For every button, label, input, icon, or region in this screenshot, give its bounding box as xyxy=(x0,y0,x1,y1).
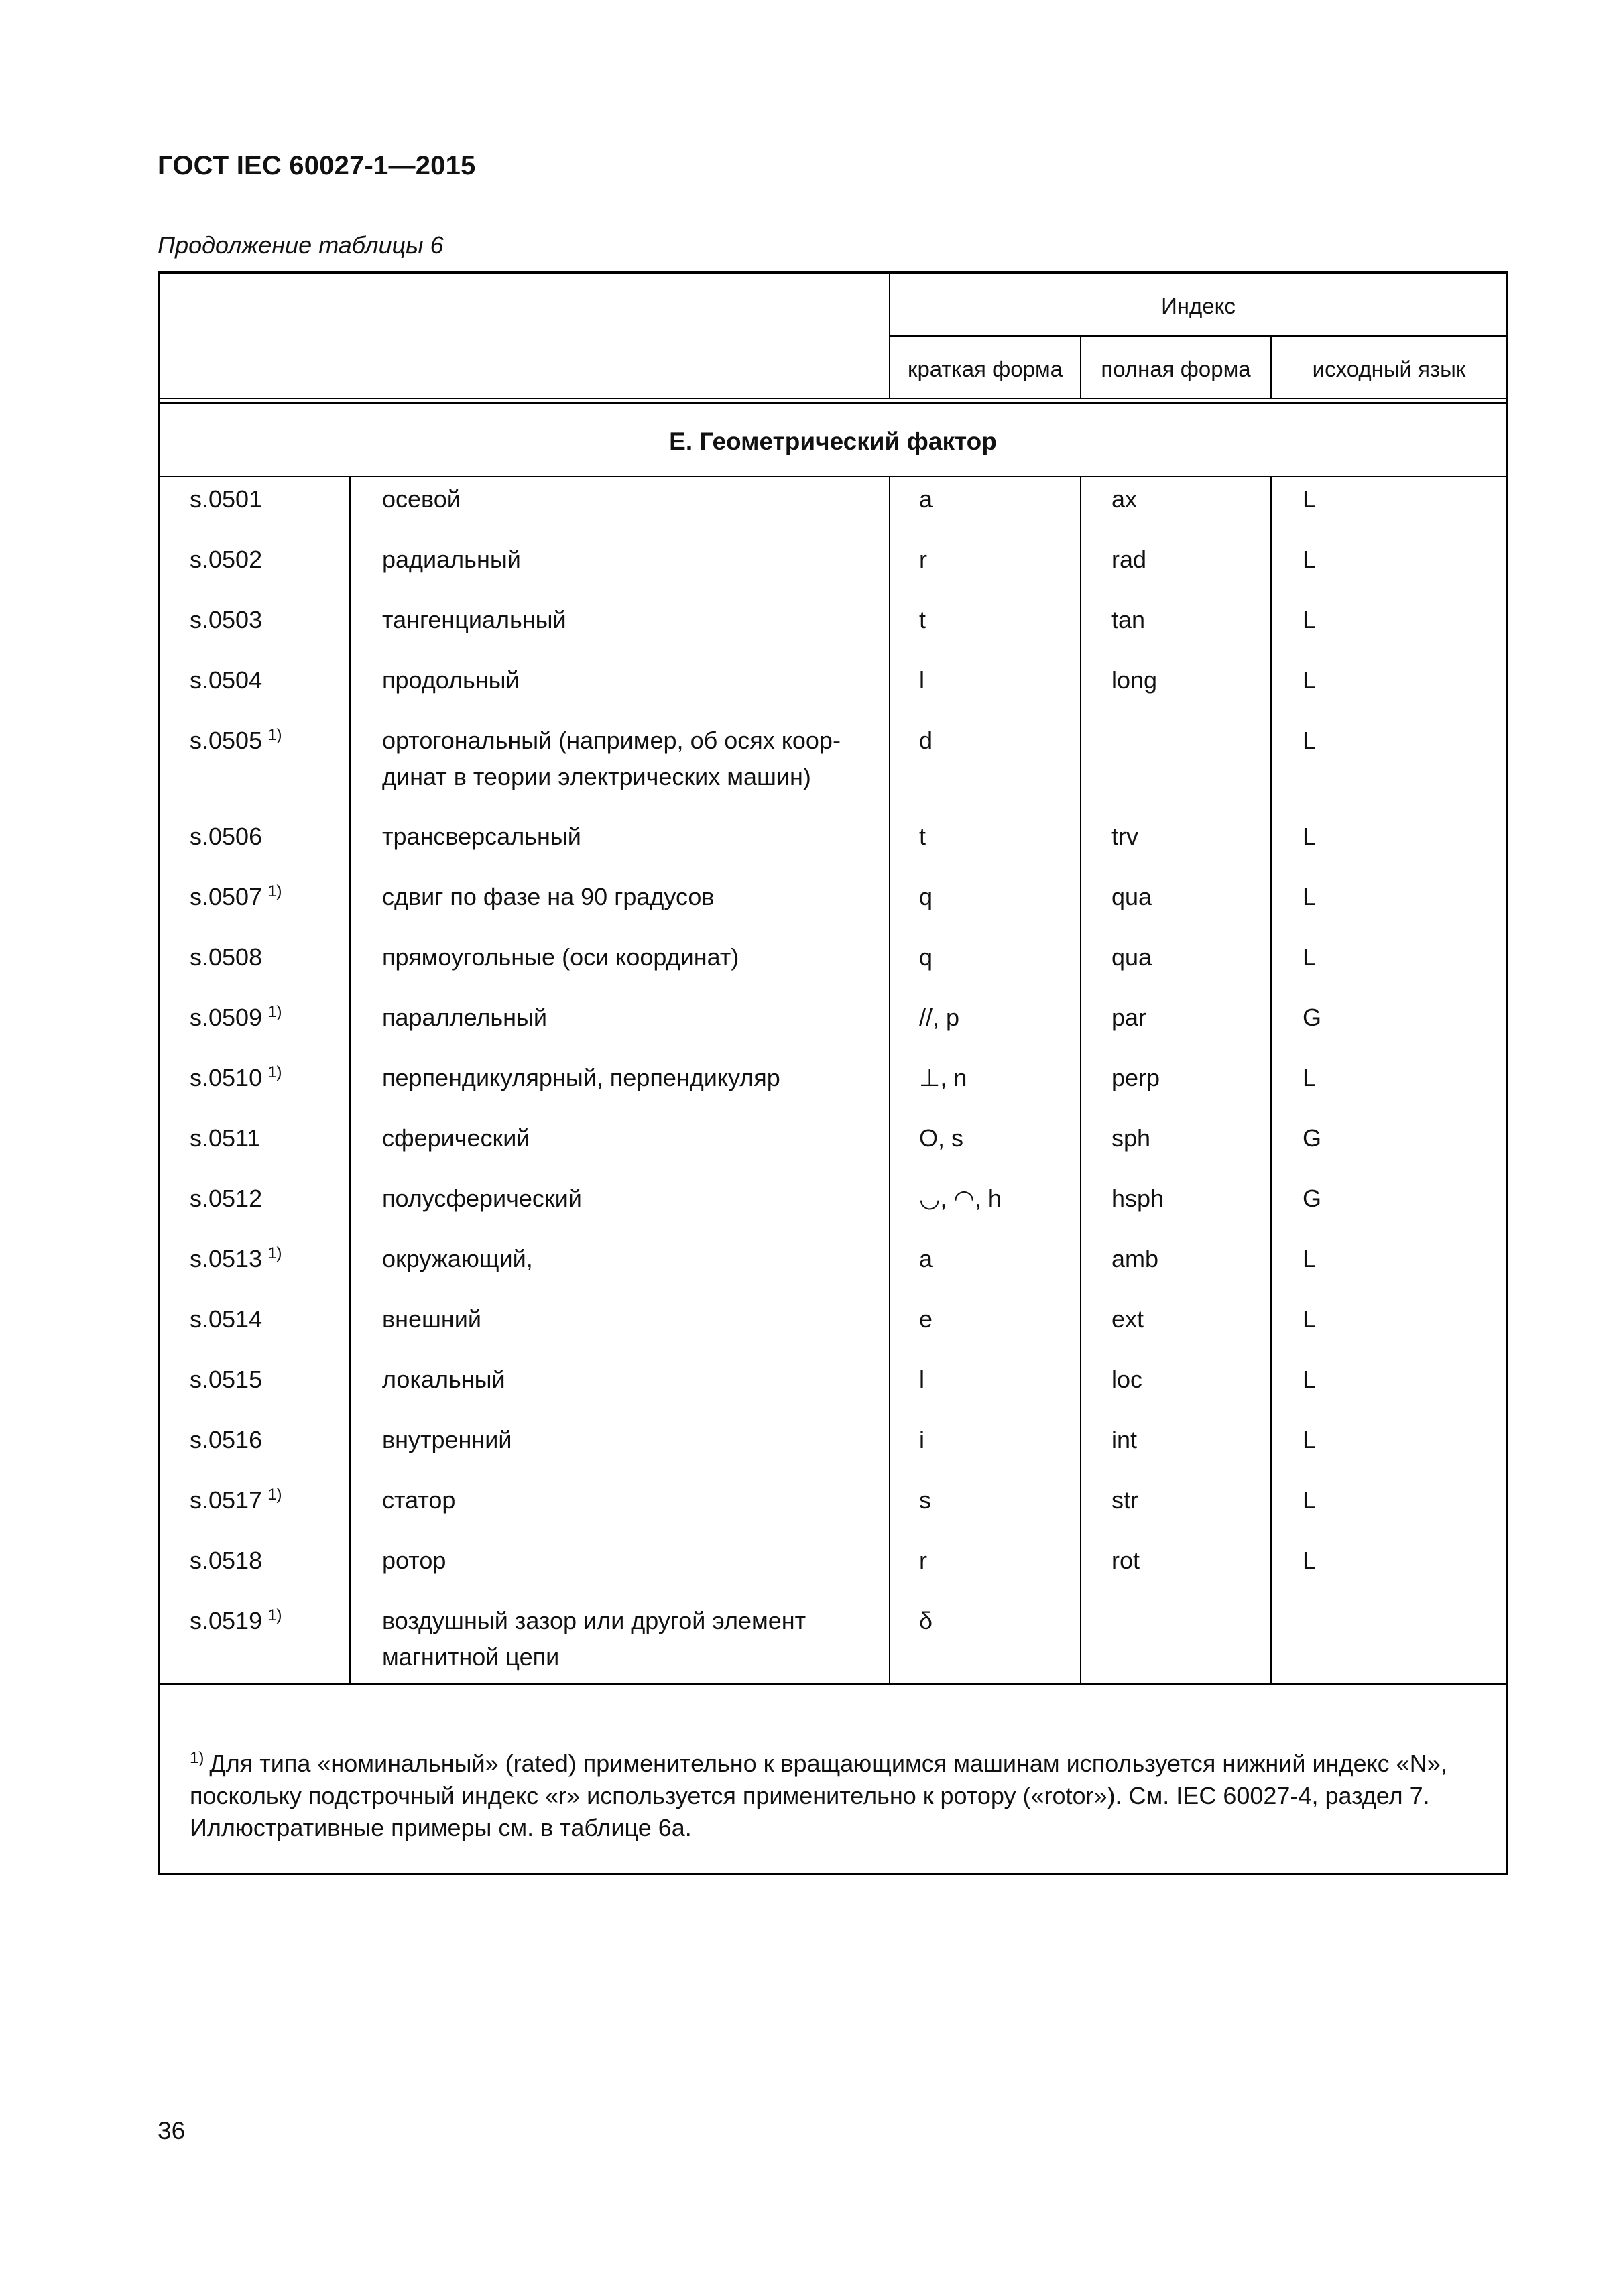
row-short-form-text: q xyxy=(919,943,933,971)
header-bottom-line xyxy=(160,398,1506,399)
row-short-form xyxy=(919,542,927,578)
row-full-form xyxy=(1111,1181,1164,1217)
row-name-text: внутренний xyxy=(382,1426,512,1453)
row-source-language-text: G xyxy=(1303,1185,1322,1212)
row-code xyxy=(190,1603,282,1639)
row-full-form-text: amb xyxy=(1111,1245,1159,1272)
row-name-text: осевой xyxy=(382,485,461,513)
row-code-text: s.0519 xyxy=(190,1607,263,1634)
row-source-language-text: L xyxy=(1303,606,1317,633)
header-bottom-line-2 xyxy=(160,402,1506,404)
row-code-text: s.0501 xyxy=(190,485,263,513)
row-source-language xyxy=(1303,879,1316,915)
row-full-form xyxy=(1111,1060,1160,1096)
row-short-form-text: t xyxy=(919,823,926,850)
row-short-form-text: i xyxy=(919,1426,924,1453)
row-code xyxy=(190,1060,282,1096)
row-name xyxy=(382,1120,865,1156)
row-name xyxy=(382,1603,865,1675)
section-bottom-line xyxy=(160,476,1506,477)
row-short-form-text: a xyxy=(919,1245,933,1272)
row-name-text: продольный xyxy=(382,666,520,694)
footnote-reference: 1) xyxy=(267,1606,282,1624)
row-short-form xyxy=(919,1543,927,1579)
row-code xyxy=(190,662,262,699)
row-source-language xyxy=(1303,939,1316,975)
row-name-text: радиальный xyxy=(382,546,521,573)
row-name xyxy=(382,1181,865,1217)
row-full-form xyxy=(1111,819,1138,855)
row-code xyxy=(190,879,282,915)
row-code-text: s.0504 xyxy=(190,666,263,694)
row-short-form xyxy=(919,819,926,855)
row-source-language xyxy=(1303,723,1316,759)
index-table xyxy=(158,271,1508,1875)
row-source-language-text: L xyxy=(1303,1547,1317,1574)
row-source-language xyxy=(1303,542,1316,578)
row-source-language-text: L xyxy=(1303,727,1317,754)
footnote-reference: 1) xyxy=(267,1063,282,1081)
row-name xyxy=(382,481,865,518)
row-source-language xyxy=(1303,1362,1316,1398)
row-short-form xyxy=(919,723,933,759)
row-source-language xyxy=(1303,662,1316,699)
row-name xyxy=(382,1241,865,1277)
row-name-text: параллельный xyxy=(382,1004,548,1031)
row-code-text: s.0507 xyxy=(190,883,263,910)
row-short-form xyxy=(919,879,933,915)
row-full-form-text: tan xyxy=(1111,606,1146,633)
row-short-form-text: a xyxy=(919,485,933,513)
row-name xyxy=(382,939,865,975)
row-short-form xyxy=(919,481,933,518)
footnote-text: Для типа «номинальный» (rated) применительно к вращающимся машинам используется нижний индекс «N», поскольку подстрочный индекс «r» используется применительно к ротору («rotor»). См. IEC 60027-4, раздел 7. Иллюстративные примеры см. в таблице 6а. xyxy=(190,1750,1447,1841)
row-full-form-text: hsph xyxy=(1111,1185,1164,1212)
row-full-form-text: loc xyxy=(1111,1366,1143,1393)
row-full-form xyxy=(1111,602,1145,638)
row-source-language-text: L xyxy=(1303,883,1317,910)
row-source-language xyxy=(1303,1422,1316,1458)
row-full-form xyxy=(1111,879,1152,915)
header-group-underline xyxy=(889,335,1506,337)
header-short-form: краткая форма xyxy=(908,357,1063,381)
row-name xyxy=(382,723,865,795)
row-full-form-text: rad xyxy=(1111,546,1147,573)
row-short-form xyxy=(919,662,924,699)
row-name-text: локальный xyxy=(382,1366,505,1393)
body-bottom-line xyxy=(160,1683,1506,1685)
row-source-language-text: L xyxy=(1303,823,1317,850)
row-code-text: s.0506 xyxy=(190,823,263,850)
row-short-form xyxy=(919,602,926,638)
row-source-language xyxy=(1303,1181,1321,1217)
row-source-language-text: L xyxy=(1303,485,1317,513)
row-short-form-text: l xyxy=(919,666,924,694)
header-full-form: полная форма xyxy=(1101,357,1251,381)
row-source-language-text: L xyxy=(1303,546,1317,573)
row-full-form-text: par xyxy=(1111,1004,1147,1031)
row-code xyxy=(190,542,262,578)
row-source-language xyxy=(1303,602,1316,638)
footnote-reference: 1) xyxy=(267,1486,282,1504)
row-source-language-text: L xyxy=(1303,1426,1317,1453)
header-index-group: Индекс xyxy=(1161,294,1236,318)
row-code xyxy=(190,481,262,518)
row-name-text: полусферический xyxy=(382,1185,582,1212)
row-code xyxy=(190,939,262,975)
row-code xyxy=(190,1422,262,1458)
row-name-text: ротор xyxy=(382,1547,446,1574)
row-code xyxy=(190,1362,262,1398)
row-short-form-text: s xyxy=(919,1486,931,1514)
row-short-form xyxy=(919,939,933,975)
row-full-form-text: ext xyxy=(1111,1305,1144,1333)
row-name-text: окружающий, xyxy=(382,1245,533,1272)
row-code-text: s.0511 xyxy=(190,1124,261,1152)
row-source-language xyxy=(1303,1301,1316,1337)
row-code xyxy=(190,1000,282,1036)
row-name-text: сдвиг по фазе на 90 градусов xyxy=(382,883,715,910)
row-full-form xyxy=(1111,1301,1144,1337)
row-name xyxy=(382,1543,865,1579)
row-code xyxy=(190,723,282,759)
document-header: ГОСТ IEC 60027-1—2015 xyxy=(158,151,476,180)
row-code xyxy=(190,1543,262,1579)
row-name xyxy=(382,1482,865,1518)
row-code xyxy=(190,819,262,855)
row-short-form xyxy=(919,1603,933,1639)
row-short-form xyxy=(919,1241,933,1277)
row-code xyxy=(190,1120,260,1156)
row-code xyxy=(190,1482,282,1518)
row-full-form-text: rot xyxy=(1111,1547,1140,1574)
row-code-text: s.0510 xyxy=(190,1064,263,1091)
row-short-form-text: ◡, ◠, h xyxy=(919,1185,1002,1212)
row-code-text: s.0515 xyxy=(190,1366,263,1393)
row-code-text: s.0513 xyxy=(190,1245,263,1272)
row-code-text: s.0514 xyxy=(190,1305,263,1333)
row-full-form-text: long xyxy=(1111,666,1158,694)
row-source-language xyxy=(1303,1060,1316,1096)
body-col-divider-4 xyxy=(1270,476,1272,1683)
body-col-divider-2 xyxy=(889,476,890,1683)
row-full-form xyxy=(1111,662,1157,699)
row-short-form-text: O, s xyxy=(919,1124,964,1152)
row-source-language-text: L xyxy=(1303,1305,1317,1333)
row-name-text: перпендикулярный, перпендикуляр xyxy=(382,1064,780,1091)
row-full-form xyxy=(1111,1543,1140,1579)
footnote-reference: 1) xyxy=(267,882,282,900)
row-short-form xyxy=(919,1482,931,1518)
row-source-language-text: L xyxy=(1303,1486,1317,1514)
row-code-text: s.0509 xyxy=(190,1004,263,1031)
row-code-text: s.0505 xyxy=(190,727,263,754)
row-source-language-text: L xyxy=(1303,1064,1317,1091)
row-short-form xyxy=(919,1362,924,1398)
row-code-text: s.0512 xyxy=(190,1185,263,1212)
row-short-form-text: ⊥, n xyxy=(919,1064,967,1091)
row-name xyxy=(382,879,865,915)
section-title: E. Геометрический фактор xyxy=(669,428,997,455)
body-col-divider-3 xyxy=(1080,476,1081,1683)
row-name-text: сферический xyxy=(382,1124,530,1152)
row-full-form xyxy=(1111,1241,1158,1277)
row-name-text: воздушный зазор или другой элемент магнитной цепи xyxy=(382,1607,806,1671)
row-name xyxy=(382,542,865,578)
row-code-text: s.0516 xyxy=(190,1426,263,1453)
row-full-form-text: perp xyxy=(1111,1064,1160,1091)
row-name xyxy=(382,1362,865,1398)
row-short-form xyxy=(919,1000,959,1036)
row-short-form xyxy=(919,1060,967,1096)
row-short-form xyxy=(919,1120,963,1156)
row-short-form-text: t xyxy=(919,606,926,633)
row-code-text: s.0518 xyxy=(190,1547,263,1574)
row-source-language-text: L xyxy=(1303,1245,1317,1272)
row-code xyxy=(190,1301,262,1337)
row-short-form-text: r xyxy=(919,546,927,573)
row-full-form xyxy=(1111,1000,1146,1036)
row-name-text: тангенциальный xyxy=(382,606,566,633)
row-short-form-text: r xyxy=(919,1547,927,1574)
row-full-form xyxy=(1111,1482,1138,1518)
row-name xyxy=(382,1301,865,1337)
row-short-form-text: q xyxy=(919,883,933,910)
row-name-text: ортогональный (например, об осях коор-динат в теории электрических машин) xyxy=(382,727,841,790)
row-code xyxy=(190,602,262,638)
row-source-language xyxy=(1303,481,1316,518)
footnote-reference: 1) xyxy=(267,1244,282,1262)
row-full-form-text: trv xyxy=(1111,823,1138,850)
row-name xyxy=(382,1060,865,1096)
row-source-language-text: G xyxy=(1303,1004,1322,1031)
row-source-language xyxy=(1303,1000,1321,1036)
row-source-language-text: L xyxy=(1303,666,1317,694)
row-short-form xyxy=(919,1422,924,1458)
footnote xyxy=(190,1748,1497,1844)
row-full-form-text: sph xyxy=(1111,1124,1151,1152)
row-code-text: s.0502 xyxy=(190,546,263,573)
row-name xyxy=(382,1422,865,1458)
header-source-language: исходный язык xyxy=(1312,357,1466,381)
row-short-form-text: e xyxy=(919,1305,933,1333)
row-source-language xyxy=(1303,1543,1316,1579)
row-short-form-text: d xyxy=(919,727,933,754)
row-code-text: s.0508 xyxy=(190,943,263,971)
row-full-form-text: qua xyxy=(1111,883,1152,910)
row-source-language-text: G xyxy=(1303,1124,1322,1152)
row-source-language-text: L xyxy=(1303,943,1317,971)
row-name xyxy=(382,819,865,855)
row-full-form xyxy=(1111,1120,1150,1156)
row-full-form-text: ax xyxy=(1111,485,1138,513)
row-name-text: трансверсальный xyxy=(382,823,581,850)
row-name xyxy=(382,662,865,699)
row-name xyxy=(382,1000,865,1036)
page-number: 36 xyxy=(158,2117,186,2144)
table-continuation-caption: Продолжение таблицы 6 xyxy=(158,231,444,259)
row-source-language xyxy=(1303,1120,1321,1156)
row-full-form-text: int xyxy=(1111,1426,1138,1453)
row-name xyxy=(382,602,865,638)
row-name-text: внешний xyxy=(382,1305,482,1333)
row-full-form xyxy=(1111,542,1146,578)
row-name-text: прямоугольные (оси координат) xyxy=(382,943,739,971)
row-source-language xyxy=(1303,1482,1316,1518)
row-full-form xyxy=(1111,939,1152,975)
body-col-divider-1 xyxy=(349,476,351,1683)
row-full-form xyxy=(1111,481,1137,518)
footnote-reference: 1) xyxy=(267,726,282,744)
row-name-text: статор xyxy=(382,1486,456,1514)
row-full-form-text: str xyxy=(1111,1486,1138,1514)
row-code xyxy=(190,1181,262,1217)
row-source-language xyxy=(1303,819,1316,855)
row-code-text: s.0517 xyxy=(190,1486,263,1514)
row-code-text: s.0503 xyxy=(190,606,263,633)
footnote-reference: 1) xyxy=(267,1003,282,1021)
row-source-language-text: L xyxy=(1303,1366,1317,1393)
row-short-form-text: δ xyxy=(919,1607,933,1634)
row-full-form xyxy=(1111,1362,1142,1398)
footnote-mark: 1) xyxy=(190,1749,204,1767)
row-short-form xyxy=(919,1301,933,1337)
row-code xyxy=(190,1241,282,1277)
row-short-form xyxy=(919,1181,1002,1217)
row-short-form-text: //, p xyxy=(919,1004,960,1031)
row-full-form-text: qua xyxy=(1111,943,1152,971)
row-full-form xyxy=(1111,1422,1137,1458)
row-short-form-text: l xyxy=(919,1366,924,1393)
row-source-language xyxy=(1303,1241,1316,1277)
